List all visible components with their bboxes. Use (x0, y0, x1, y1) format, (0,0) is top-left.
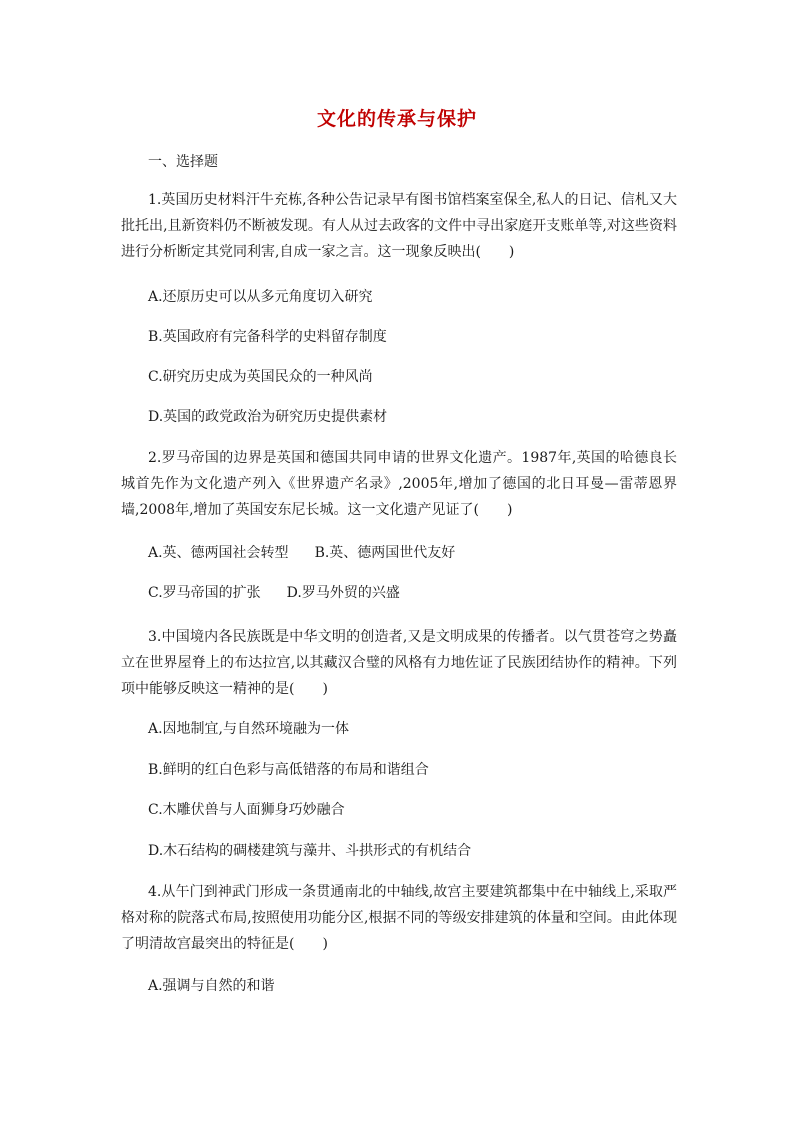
question-3-option-c: C.木雕伏兽与人面狮身巧妙融合 (148, 802, 345, 818)
question-2-option-b: B.英、德两国世代友好 (314, 545, 456, 561)
question-2-option-d: D.罗马外贸的兴盛 (286, 585, 400, 601)
question-4-stem: 4.从午门到神武门形成一条贯通南北的中轴线,故宫主要建筑都集中在中轴线上,采取严格对称的院落式布局,按照使用功能分区,根据不同的等级安排建筑的体量和空间。由此体现了明清故宫最突出的特征是( ) (121, 884, 677, 952)
question-1-option-b: B.英国政府有完备科学的史料留存制度 (148, 329, 387, 345)
question-2-options-cd (148, 583, 400, 603)
question-2-option-a: A.英、德两国社会转型 (148, 545, 289, 561)
question-1-stem: 1.英国历史材料汗牛充栋,各种公告记录早有图书馆档案室保全,私人的日记、信札又大批托出,且新资料仍不断被发现。有人从过去政客的文件中寻出家庭开支账单等,对这些资料进行分析断定其党同利害,自成一家之言。这一现象反映出( ) (121, 192, 677, 260)
question-4-option-a: A.强调与自然的和谐 (148, 978, 275, 994)
question-2-options-ab (148, 543, 455, 563)
question-2-option-c: C.罗马帝国的扩张 (148, 585, 261, 601)
document-title: 文化的传承与保护 (316, 108, 477, 130)
question-3-option-d: D.木石结构的碉楼建筑与藻井、斗拱形式的有机结合 (148, 843, 472, 859)
question-1-option-d: D.英国的政党政治为研究历史提供素材 (148, 409, 388, 425)
section-heading: 一、选择题 (148, 154, 218, 170)
question-2-stem: 2.罗马帝国的边界是英国和德国共同申请的世界文化遗产。1987年,英国的哈德良长城首先作为文化遗产列入《世界遗产名录》,2005年,增加了德国的北日耳曼—雷蒂恩界墙,2008年,增加了英国安东尼长城。这一文化遗产见证了( ) (121, 450, 677, 518)
question-3-stem: 3.中国境内各民族既是中华文明的创造者,又是文明成果的传播者。以气贯苍穹之势矗立在世界屋脊上的布达拉宫,以其藏汉合璧的风格有力地佐证了民族团结协作的精神。下列项中能够反映这一精神的是( ) (121, 629, 677, 697)
question-1-option-a: A.还原历史可以从多元角度切入研究 (148, 289, 373, 305)
question-3-option-b: B.鲜明的红白色彩与高低错落的布局和谐组合 (148, 762, 429, 778)
question-3-option-a: A.因地制宜,与自然环境融为一体 (148, 721, 350, 737)
question-1-option-c: C.研究历史成为英国民众的一种风尚 (148, 369, 373, 385)
